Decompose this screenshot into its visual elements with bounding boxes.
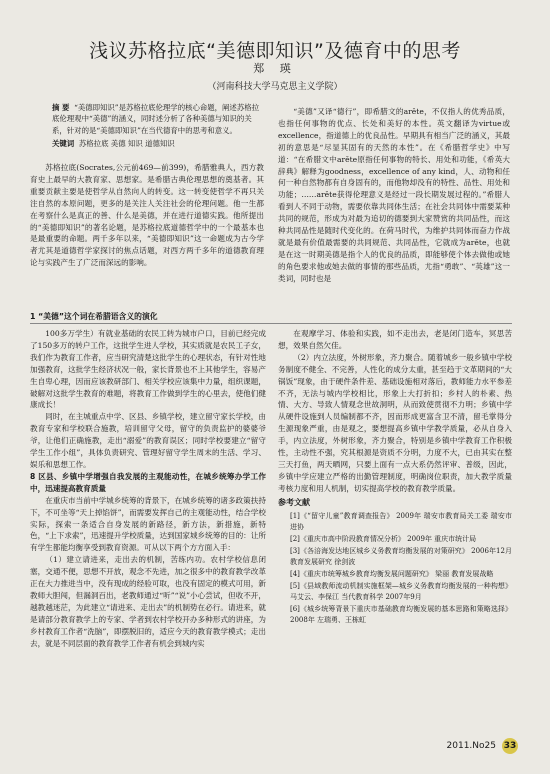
abstract-label: 摘 要 [52, 103, 70, 112]
reference-item: [1]《“留守儿童”教育调查报告》 2009年 瑞安市教育局关工委 瑞安市进协 [290, 511, 512, 531]
subsection-heading: 8 区县、乡镇中学增强自我发展的主观能动性，在城乡统筹办学工作中，迅速提高教育质量 [30, 471, 266, 493]
body-paragraph: 同时，在主城重点中学、区县、乡镇学校，建立留守家长学校，由教育专家和学校联合施教，培训留守父母，留守的负责监护的婆婆爷爷，让他们正确施教，走出“溺爱”的教育误区；同时学校要建立“留守学生工作小组”，具体负责研究、管理好留守学生周末的生活、学习、娱乐和思想工作。 [30, 412, 266, 469]
reference-item: [2]《重庆市高中阶段教育情况分析》 2009年 重庆市统计局 [290, 534, 477, 543]
bottom-left-column [30, 328, 266, 649]
intro-column [30, 162, 264, 269]
abstract-block [52, 102, 264, 150]
bottom-right-column [278, 328, 512, 627]
issue-label: 2011.No25 [446, 741, 496, 751]
reference-item: [6]《城乡统筹背景下重庆市基础教育均衡发展的基本思路和策略选择》 2008年 左瑞勇、王栋虹 [290, 604, 512, 624]
virtue-column [278, 106, 510, 285]
abstract-text: “美德即知识”是苏格拉底伦理学的核心命题，阐述苏格拉底伦理观中“美德”的涵义，同时述分析了各种美德与知识的关系，针对的是“美德即知识”在当代德育中的思考和意义。 [52, 103, 259, 135]
section-heading: 1 “美德”这个词在希腊语含义的演化 [30, 312, 158, 321]
body-paragraph: （2）内立法度，外树形象，齐力聚合。随着城乡一般乡镇中学校务制度不健全、不完善，人性化的成分太重，甚至趋于文革期间的“大锅饭”现象，由于硬件条件差、基础设施相对落后，教师能力水平参差不齐，无法与城内学校相比，形象上大打折扣；乡村人的朴素、热情、大方、导致人情观念世故洞明，从而致使贯彻不力明；乡镇中学从硬件设施到人员编制都不齐，因而形成更富含卫不清，留毛掌得分生源现象严重，由是观之，要想提高乡镇中学教学质量，必从自身入手，内立法度，外树形象，齐力聚合，特别是乡镇中学教育工作积极性，主动性不强，究其根源是资质不分明，力度不大，已由其实在整三天打鱼，两天晒网，只要上面有一点大系仍然评审、普级，因此，乡镇中学应建立严格的出勤管理制度，明确岗位职责，加大教学质量考核力度和用人机制，切实提高学校的教育教学质量。 [278, 352, 512, 493]
reference-item: [3]《各涪海发达地区城乡义务教育均衡发展的对策研究》 2006年12月 教育发展研究 徐剑波 [290, 546, 512, 566]
body-paragraph: 100多万学生）有就业基础的农民工转为城市户口，目前已经完成了150多万的转户工作，这批学生进人学校，其实质就是农民工子女，我们作为教育工作者，应当研究清楚这批学生的心理状态，有针对性地加强教育，这批学生经济状况一般，家长背景也不上其他学生，容易产生自卑心理，因而应该教研部门、相关学校应该集中力量，组织课题，破解对这批学生教育的难题，将教育工作做到学生的心里去，使他们健康成长！ [30, 329, 266, 410]
keywords-text: 苏格拉底 美德 知识 道德知识 [78, 139, 175, 149]
page-number: 33 [502, 738, 518, 754]
page-footer [447, 738, 518, 754]
reference-item: [4]《重庆市统筹城乡教育均衡发展问题研究》 梁丽 教育发展战略 [290, 569, 494, 578]
keywords-label: 关键词 [52, 139, 75, 149]
body-paragraph: （1）建立请进来，走出去的机制，苦练内功。农村学校信息闭塞，交通不便，思想不开放，观念不先进，加之很多中的教育教学改革正在大力推进当中，没有现成的经验可取，也没有固定的模式可用，新教师大胆闯，但漏洞百出，老教师通过“听”“说”小心尝试，但收不开，越教越迷茫，为此建立“请进来、走出去”的机制势在必行。请进来，就是请部分教育教学上的专家、学者到农村学校开办多种形式的讲座，为乡村教育工作者“洗脑”，即摆脱旧的，适应今天的教育教学模式；走出去，就是不同层面的教育教学工作者有机会到城内实 [30, 555, 266, 648]
reference-item: [5]《县域教师流动机制实施框架—城乡义务教育均衡发展的一种构想》马艾云、李保江 当代教育科学 2007年9月 [290, 581, 512, 601]
references-heading: 参考文献 [278, 497, 310, 507]
section-divider [30, 323, 512, 324]
affiliation: （河南科技大学马克思主义学院） [207, 82, 343, 92]
article-title: 浅议苏格拉底“美德即知识”及德育中的思考 [89, 40, 461, 62]
body-paragraph: 在观摩学习、体验和实践，如不走出去，老是闭门造车，冥思苦想，效果自然欠佳。 [278, 329, 512, 350]
author-name: 郑 瑛 [253, 62, 297, 75]
body-paragraph: 在重庆市当前中学城乡统筹的背景下，在城乡统筹的诸多政策扶持下，不可坐等“天上掉馅饼”，而需要发挥自己的主观能动性，结合学校实际，探索一条适合自身发展的新路径，新方法，新措施，新特色，“上下求索”，迅速提升学校质量，达到国家城乡统筹的目的：让所有学生都能均衡享受到教育资源。可从以下两个方方面入手： [30, 495, 266, 553]
virtue-paragraph: “美德”又译“德行”，即希腊文的arěte，不仅指人的优秀品质，也指任何事物的优点、长处和美好的本性。英文翻译为virtue或excellence，指道德上的优良品性。早期具有相当广泛的涵义，其最初的意思是“尽显其固有的天然的本性”。在《希腊哲学史》中写道：“在希腊文中arěte原指任何事物的特长、用处和功能，《希英大辞典》解释为goodness，excellence of any kind，人、动物和任何一种自然物都有自身固有的，而他物却没有的特性、品性、用处和功能；……arěte获得伦理意义是经过一段长期发展过程的。”希腊人看到人不同于动物，需要依靠共同体生活；在社会共同体中需要某种共同的规范，形成为对最为追切的德要到大家赞赏的共同品性，而这种共同品性是随时代变化的。在荷马时代，为维护共同体而奋力作战就是最有价值最需要的共同规范、共同品性，它就成为arěte，也就是在这一时期美德是指个人的优良的品质，即能够使个体去做他或她的角色要求他或她去做的事情的那些品质，尤指“勇敢”、“英雄”这一类词，同时也是 [278, 107, 510, 283]
intro-paragraph: 苏格拉底(Socrates,公元前469—前399)，希腊雅典人，西方教育史上最早的大教育家、思想家。是希腊古典伦理思想的奠基者。其重要贡献主要是使哲学从自然向人的转变。这一转变使哲学不再只关注自然的本原问题，更多的是关注人关注社会的伦理问题。他一生都在考察什么是真正的善、什么是美德，并在进行道德实践。他所提出的“美德即知识”的著名论题，是苏格拉底道德哲学中的一个最基本也是最重要的命题。两千多年以来，“美德即知识”这一命题成为古今学者尤其是道德哲学家探讨的焦点话题，对西方两千多年的道德教育理论与实践产生了广泛而深远的影响。 [30, 163, 264, 268]
